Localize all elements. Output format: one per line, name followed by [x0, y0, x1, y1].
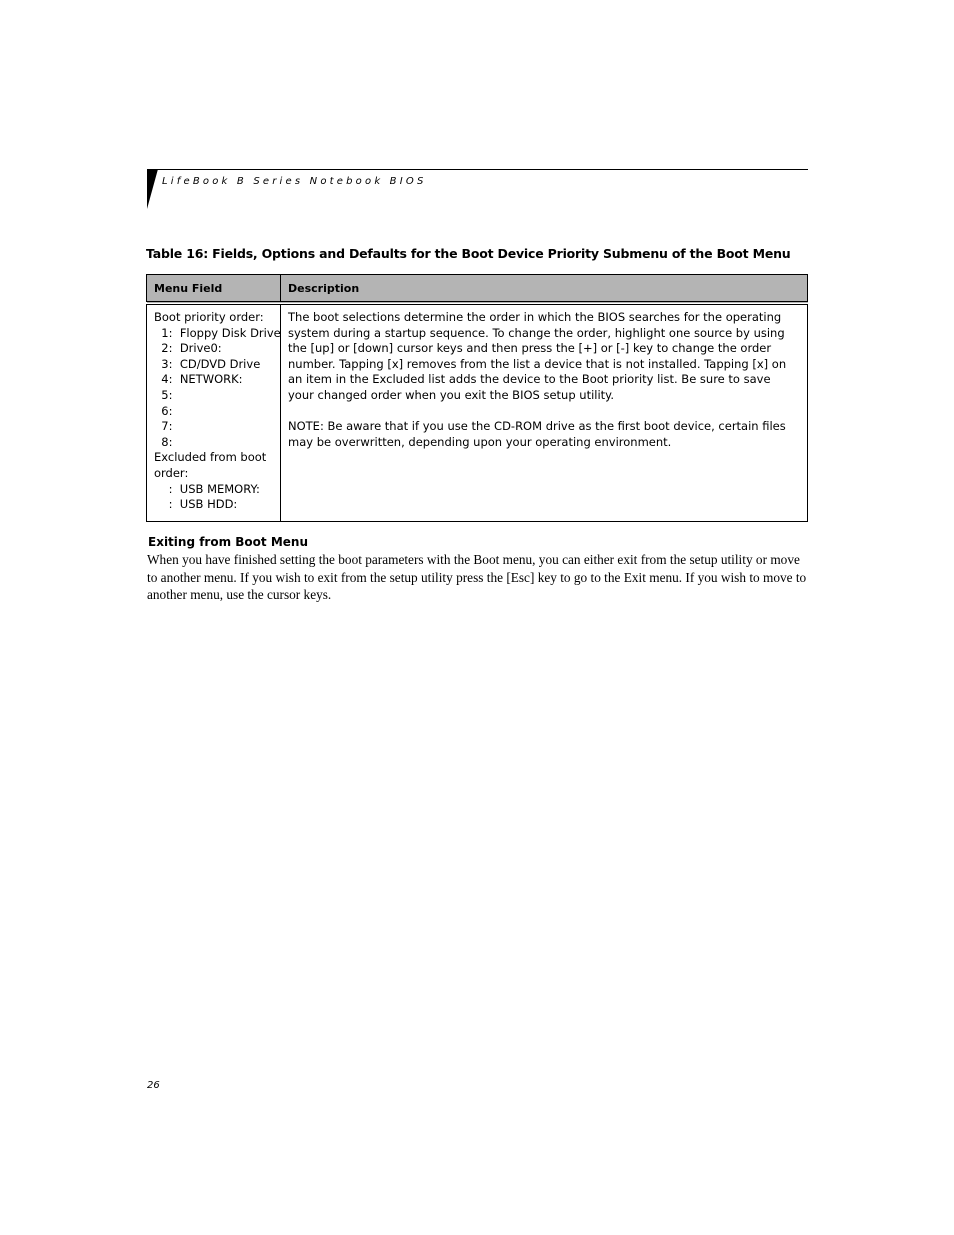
description-cell — [281, 303, 808, 521]
menu-field-line: 6: — [154, 403, 173, 418]
table-header-row — [147, 275, 808, 304]
description-note: NOTE: Be aware that if you use the CD-ROM drive as the first boot device, certain files may be overwritten, depending upon your operating environment. — [288, 419, 786, 449]
header-rule — [148, 169, 808, 170]
header-tab-marker — [147, 169, 158, 209]
section-heading: Exiting from Boot Menu — [148, 535, 308, 549]
menu-field-line: 2: Drive0: — [154, 341, 222, 356]
menu-field-line: 7: — [154, 419, 173, 434]
running-head: LifeBook B Series Notebook BIOS — [162, 176, 427, 187]
column-header-menu-field: Menu Field — [147, 275, 281, 304]
table-title: Table 16: Fields, Options and Defaults for the Boot Device Priority Submenu of the Boot Menu — [146, 246, 791, 261]
column-header-description: Description — [281, 275, 808, 304]
menu-field-line: : USB MEMORY: — [154, 481, 260, 496]
page-number: 26 — [147, 1080, 160, 1091]
menu-field-line: : USB HDD: — [154, 497, 238, 512]
menu-field-cell — [147, 303, 281, 521]
menu-field-line: 3: CD/DVD Drive — [154, 356, 261, 371]
section-body-text: When you have finished setting the boot parameters with the Boot menu, you can either exit from the setup utility or move to another menu. If you wish to exit from the setup utility press the [Esc] key to go to the Exit menu. If you wish to move to another menu, use the cursor keys. — [147, 552, 807, 603]
menu-field-line: Excluded from boot — [154, 450, 267, 465]
table-row — [147, 303, 808, 521]
menu-field-line: 8: — [154, 434, 173, 449]
menu-field-line: 4: NETWORK: — [154, 372, 243, 387]
menu-field-line: order: — [154, 465, 189, 480]
menu-field-line: 5: — [154, 387, 173, 402]
description-paragraph: The boot selections determine the order in which the BIOS searches for the operating system during a startup sequence. To change the order, highlight one source by using the [up] or [down] cursor keys and then press the [+] or [-] key to change the order number. Tapping [x] removes from the list a device that is not installed. Tapping [x] on an item in the Excluded list adds the device to the Boot priority list. Be sure to save your changed order when you exit the BIOS setup utility. — [288, 310, 787, 402]
menu-field-line: 1: Floppy Disk Drive — [154, 325, 281, 340]
boot-device-priority-table — [146, 274, 808, 522]
menu-field-line: Boot priority order: — [154, 310, 264, 324]
